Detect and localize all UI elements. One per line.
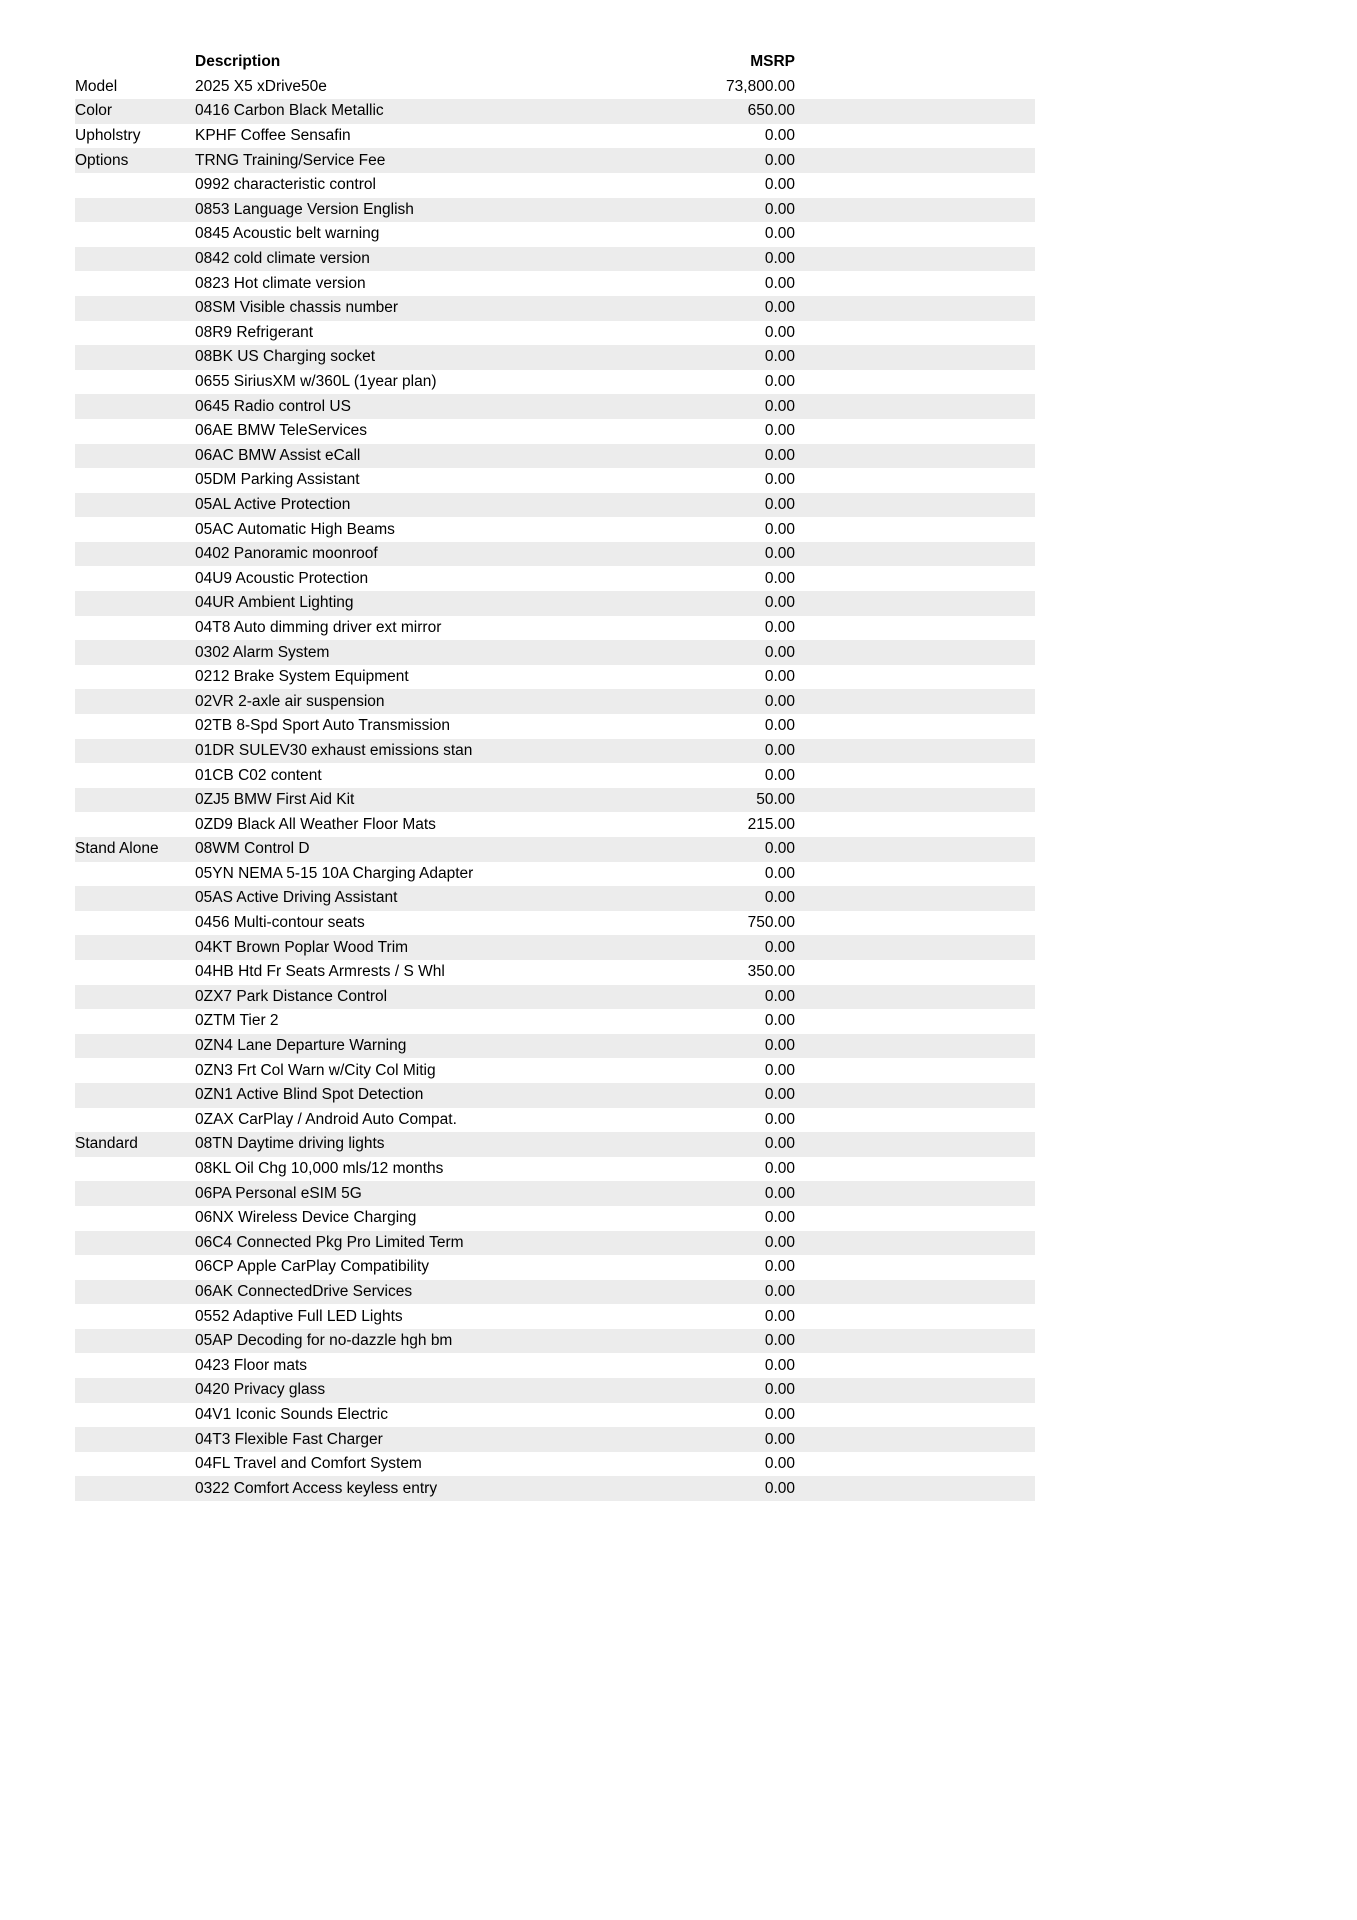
description-cell: 0ZN1 Active Blind Spot Detection [195, 1086, 424, 1104]
description-cell: 04T8 Auto dimming driver ext mirror [195, 618, 442, 636]
category-cell [75, 763, 195, 788]
spacer-cell [795, 99, 1035, 124]
spacer-cell [795, 886, 1035, 911]
table-row [75, 763, 1035, 788]
category-cell [75, 1255, 195, 1280]
spacer-cell [795, 1452, 1035, 1477]
description-cell: 04HB Htd Fr Seats Armrests / S Whl [195, 963, 445, 981]
msrp-cell: 0.00 [764, 1061, 795, 1079]
category-cell [75, 616, 195, 641]
spacer-cell [795, 1034, 1035, 1059]
spacer-cell [795, 665, 1035, 690]
category-cell: Options [75, 151, 129, 169]
table-row [75, 812, 1035, 837]
spacer-cell [795, 714, 1035, 739]
column-header-msrp: MSRP [750, 53, 795, 71]
spacer-cell [795, 1329, 1035, 1354]
description-cell: KPHF Coffee Sensafin [195, 127, 351, 145]
table-row [75, 1476, 1035, 1501]
description-cell: 0302 Alarm System [195, 643, 330, 661]
category-cell [75, 886, 195, 911]
category-cell [75, 271, 195, 296]
category-cell [75, 198, 195, 223]
spacer-cell [795, 1304, 1035, 1329]
table-row [75, 370, 1035, 395]
spacer-cell [795, 1108, 1035, 1133]
msrp-cell: 0.00 [764, 1160, 795, 1178]
category-cell [75, 222, 195, 247]
table-row [75, 321, 1035, 346]
msrp-cell: 0.00 [764, 1307, 795, 1325]
category-cell [75, 1476, 195, 1501]
spacer-cell [795, 960, 1035, 985]
msrp-cell: 0.00 [764, 373, 795, 391]
description-cell: 0992 characteristic control [195, 176, 376, 194]
category-cell [75, 1034, 195, 1059]
table-row [75, 1058, 1035, 1083]
spacer-cell [795, 1255, 1035, 1280]
spacer-cell [795, 1378, 1035, 1403]
description-cell: 04FL Travel and Comfort System [195, 1455, 422, 1473]
description-cell: 0322 Comfort Access keyless entry [195, 1479, 438, 1497]
spacer-cell [795, 1353, 1035, 1378]
description-cell: 01CB C02 content [195, 766, 322, 784]
description-cell: 05AS Active Driving Assistant [195, 889, 398, 907]
msrp-cell: 0.00 [764, 1282, 795, 1300]
spacer-cell [795, 419, 1035, 444]
table-row [75, 345, 1035, 370]
category-cell [75, 1329, 195, 1354]
spacer-cell [795, 985, 1035, 1010]
category-cell [75, 444, 195, 469]
category-cell [75, 960, 195, 985]
msrp-cell: 0.00 [764, 1405, 795, 1423]
table-row [75, 566, 1035, 591]
description-cell: 04KT Brown Poplar Wood Trim [195, 938, 409, 956]
category-cell [75, 1009, 195, 1034]
msrp-cell: 0.00 [764, 1381, 795, 1399]
table-row [75, 247, 1035, 272]
category-cell [75, 591, 195, 616]
category-cell [75, 173, 195, 198]
description-cell: 05AP Decoding for no-dazzle hgh bm [195, 1332, 453, 1350]
description-cell: 06AE BMW TeleServices [195, 422, 367, 440]
msrp-cell: 73,800.00 [726, 77, 795, 95]
description-cell: 0823 Hot climate version [195, 274, 366, 292]
table-row [75, 1280, 1035, 1305]
description-cell: 0655 SiriusXM w/360L (1year plan) [195, 373, 437, 391]
table-row [75, 640, 1035, 665]
table-row [75, 99, 1035, 124]
column-header-description: Description [195, 53, 281, 71]
category-cell [75, 1304, 195, 1329]
msrp-cell: 0.00 [764, 151, 795, 169]
description-cell: 2025 X5 xDrive50e [195, 77, 327, 95]
table-row [75, 935, 1035, 960]
table-row [75, 985, 1035, 1010]
table-row [75, 788, 1035, 813]
category-cell [75, 493, 195, 518]
table-row [75, 394, 1035, 419]
category-cell [75, 419, 195, 444]
spacer-cell [795, 370, 1035, 395]
category-cell [75, 935, 195, 960]
category-cell [75, 1280, 195, 1305]
spacer-cell [795, 124, 1035, 149]
description-cell: 01DR SULEV30 exhaust emissions stan [195, 741, 473, 759]
description-cell: TRNG Training/Service Fee [195, 151, 386, 169]
msrp-cell: 0.00 [764, 176, 795, 194]
description-cell: 06C4 Connected Pkg Pro Limited Term [195, 1233, 464, 1251]
spacer-cell [795, 173, 1035, 198]
description-cell: 05DM Parking Assistant [195, 471, 360, 489]
spacer-cell [795, 566, 1035, 591]
description-cell: 0552 Adaptive Full LED Lights [195, 1307, 403, 1325]
spacer-cell [795, 444, 1035, 469]
category-cell [75, 640, 195, 665]
table-row [75, 198, 1035, 223]
msrp-cell: 0.00 [764, 274, 795, 292]
table-row [75, 739, 1035, 764]
spacer-cell [795, 296, 1035, 321]
spacer-cell [795, 640, 1035, 665]
description-cell: 08BK US Charging socket [195, 348, 376, 366]
table-row [75, 468, 1035, 493]
spacer-cell [795, 788, 1035, 813]
spacer-cell [795, 1083, 1035, 1108]
category-cell [75, 1058, 195, 1083]
table-row [75, 222, 1035, 247]
msrp-cell: 0.00 [764, 668, 795, 686]
table-row [75, 1009, 1035, 1034]
description-cell: 0645 Radio control US [195, 397, 351, 415]
spacer-cell [795, 271, 1035, 296]
category-cell [75, 862, 195, 887]
table-row [75, 1304, 1035, 1329]
spacer-cell [795, 911, 1035, 936]
description-cell: 0ZD9 Black All Weather Floor Mats [195, 815, 436, 833]
msrp-cell: 0.00 [764, 200, 795, 218]
table-row [75, 1034, 1035, 1059]
msrp-cell: 0.00 [764, 471, 795, 489]
table-row [75, 862, 1035, 887]
spacer-cell [795, 198, 1035, 223]
msrp-cell: 0.00 [764, 225, 795, 243]
table-row [75, 911, 1035, 936]
table-row [75, 1083, 1035, 1108]
category-cell [75, 1378, 195, 1403]
category-cell [75, 788, 195, 813]
description-cell: 04T3 Flexible Fast Charger [195, 1430, 383, 1448]
spacer-cell [795, 1009, 1035, 1034]
msrp-cell: 0.00 [764, 717, 795, 735]
msrp-cell: 0.00 [764, 938, 795, 956]
category-cell: Model [75, 77, 118, 95]
msrp-cell: 0.00 [764, 545, 795, 563]
msrp-cell: 650.00 [747, 102, 795, 120]
category-cell [75, 321, 195, 346]
spacer-cell [795, 837, 1035, 862]
description-cell: 0ZN4 Lane Departure Warning [195, 1037, 407, 1055]
msrp-cell: 0.00 [764, 840, 795, 858]
msrp-cell: 0.00 [764, 766, 795, 784]
description-cell: 0ZJ5 BMW First Aid Kit [195, 791, 355, 809]
category-cell: Stand Alone [75, 840, 159, 858]
description-cell: 06PA Personal eSIM 5G [195, 1184, 362, 1202]
description-cell: 08KL Oil Chg 10,000 mls/12 months [195, 1160, 444, 1178]
table-row [75, 124, 1035, 149]
category-cell [75, 812, 195, 837]
table-row [75, 271, 1035, 296]
spacer-cell [795, 1157, 1035, 1182]
msrp-cell: 215.00 [747, 815, 795, 833]
description-cell: 08TN Daytime driving lights [195, 1135, 385, 1153]
msrp-cell: 0.00 [764, 1332, 795, 1350]
table-row [75, 1452, 1035, 1477]
table-row [75, 886, 1035, 911]
description-cell: 0845 Acoustic belt warning [195, 225, 380, 243]
description-cell: 0ZAX CarPlay / Android Auto Compat. [195, 1110, 457, 1128]
msrp-cell: 0.00 [764, 348, 795, 366]
spacer-cell [795, 1403, 1035, 1428]
category-cell [75, 714, 195, 739]
table-row [75, 665, 1035, 690]
table-row [75, 542, 1035, 567]
spacer-cell [795, 542, 1035, 567]
msrp-cell: 0.00 [764, 495, 795, 513]
msrp-cell: 0.00 [764, 1455, 795, 1473]
description-cell: 08SM Visible chassis number [195, 299, 399, 317]
spacer-cell [795, 468, 1035, 493]
category-cell [75, 370, 195, 395]
spacer-cell [795, 1231, 1035, 1256]
table-row [75, 1378, 1035, 1403]
spacer-cell [795, 1206, 1035, 1231]
category-cell [75, 1181, 195, 1206]
category-cell: Standard [75, 1135, 138, 1153]
description-cell: 0ZTM Tier 2 [195, 1012, 279, 1030]
msrp-cell: 0.00 [764, 422, 795, 440]
spacer-cell [795, 493, 1035, 518]
description-cell: 0ZX7 Park Distance Control [195, 987, 388, 1005]
table-row [75, 75, 1035, 100]
msrp-cell: 0.00 [764, 889, 795, 907]
spacer-cell [795, 148, 1035, 173]
category-cell [75, 394, 195, 419]
spacer-cell [795, 1427, 1035, 1452]
table-row [75, 1132, 1035, 1157]
category-cell [75, 1353, 195, 1378]
table-row [75, 296, 1035, 321]
table-row [75, 837, 1035, 862]
description-cell: 06CP Apple CarPlay Compatibility [195, 1258, 430, 1276]
category-cell [75, 1452, 195, 1477]
category-cell [75, 1083, 195, 1108]
spacer-cell [795, 763, 1035, 788]
table-row [75, 689, 1035, 714]
spacer-cell [795, 345, 1035, 370]
spacer-cell [795, 1476, 1035, 1501]
column-header-spacer [795, 50, 1035, 75]
msrp-cell: 0.00 [764, 446, 795, 464]
spacer-cell [795, 222, 1035, 247]
description-cell: 0212 Brake System Equipment [195, 668, 409, 686]
category-cell [75, 1231, 195, 1256]
description-cell: 04U9 Acoustic Protection [195, 569, 369, 587]
description-cell: 08R9 Refrigerant [195, 323, 314, 341]
msrp-cell: 0.00 [764, 864, 795, 882]
msrp-cell: 0.00 [764, 1209, 795, 1227]
description-cell: 0842 cold climate version [195, 250, 370, 268]
table-row [75, 493, 1035, 518]
msrp-cell: 350.00 [747, 963, 795, 981]
table-row [75, 591, 1035, 616]
spacer-cell [795, 75, 1035, 100]
msrp-cell: 0.00 [764, 1135, 795, 1153]
description-cell: 0456 Multi-contour seats [195, 914, 365, 932]
table-row [75, 148, 1035, 173]
spacer-cell [795, 1280, 1035, 1305]
category-cell [75, 911, 195, 936]
table-row [75, 1181, 1035, 1206]
msrp-cell: 0.00 [764, 1258, 795, 1276]
category-cell [75, 517, 195, 542]
category-cell [75, 542, 195, 567]
spacer-cell [795, 1181, 1035, 1206]
msrp-cell: 0.00 [764, 987, 795, 1005]
category-cell [75, 247, 195, 272]
spacer-cell [795, 321, 1035, 346]
table-row [75, 419, 1035, 444]
description-cell: 05YN NEMA 5-15 10A Charging Adapter [195, 864, 474, 882]
spacer-cell [795, 616, 1035, 641]
description-cell: 0416 Carbon Black Metallic [195, 102, 384, 120]
table-row [75, 1427, 1035, 1452]
msrp-cell: 50.00 [756, 791, 795, 809]
table-header-row [75, 50, 1035, 75]
description-cell: 04UR Ambient Lighting [195, 594, 354, 612]
table-row [75, 714, 1035, 739]
description-cell: 05AL Active Protection [195, 495, 351, 513]
category-cell: Upholstry [75, 127, 141, 145]
spacer-cell [795, 862, 1035, 887]
msrp-cell: 0.00 [764, 1012, 795, 1030]
spacer-cell [795, 739, 1035, 764]
category-cell [75, 1157, 195, 1182]
category-cell [75, 1108, 195, 1133]
category-cell [75, 665, 195, 690]
msrp-cell: 0.00 [764, 127, 795, 145]
description-cell: 08WM Control D [195, 840, 310, 858]
spacer-cell [795, 517, 1035, 542]
description-cell: 04V1 Iconic Sounds Electric [195, 1405, 388, 1423]
description-cell: 0ZN3 Frt Col Warn w/City Col Mitig [195, 1061, 436, 1079]
table-row [75, 444, 1035, 469]
table-row [75, 1403, 1035, 1428]
description-cell: 02VR 2-axle air suspension [195, 692, 385, 710]
vehicle-pricing-table [75, 50, 1035, 1501]
msrp-cell: 0.00 [764, 1430, 795, 1448]
spacer-cell [795, 591, 1035, 616]
description-cell: 02TB 8-Spd Sport Auto Transmission [195, 717, 451, 735]
table-row [75, 1157, 1035, 1182]
msrp-cell: 0.00 [764, 643, 795, 661]
msrp-cell: 0.00 [764, 1184, 795, 1202]
description-cell: 06AK ConnectedDrive Services [195, 1282, 413, 1300]
table-row [75, 517, 1035, 542]
msrp-cell: 0.00 [764, 594, 795, 612]
category-cell [75, 985, 195, 1010]
category-cell [75, 1427, 195, 1452]
description-cell: 0423 Floor mats [195, 1356, 307, 1374]
table-row [75, 1231, 1035, 1256]
spacer-cell [795, 935, 1035, 960]
category-cell [75, 1403, 195, 1428]
msrp-cell: 750.00 [747, 914, 795, 932]
spacer-cell [795, 247, 1035, 272]
spacer-cell [795, 689, 1035, 714]
category-cell [75, 689, 195, 714]
msrp-cell: 0.00 [764, 569, 795, 587]
category-cell [75, 468, 195, 493]
spacer-cell [795, 394, 1035, 419]
column-header-category [75, 50, 195, 75]
description-cell: 05AC Automatic High Beams [195, 520, 395, 538]
description-cell: 0402 Panoramic moonroof [195, 545, 378, 563]
spacer-cell [795, 1058, 1035, 1083]
msrp-cell: 0.00 [764, 1356, 795, 1374]
msrp-cell: 0.00 [764, 741, 795, 759]
spacer-cell [795, 812, 1035, 837]
msrp-cell: 0.00 [764, 250, 795, 268]
category-cell [75, 566, 195, 591]
category-cell [75, 345, 195, 370]
table-row [75, 1206, 1035, 1231]
msrp-cell: 0.00 [764, 1479, 795, 1497]
table-row [75, 1108, 1035, 1133]
msrp-cell: 0.00 [764, 618, 795, 636]
table-body [75, 75, 1035, 1501]
table-row [75, 960, 1035, 985]
category-cell: Color [75, 102, 113, 120]
spacer-cell [795, 1132, 1035, 1157]
msrp-cell: 0.00 [764, 397, 795, 415]
table-row [75, 616, 1035, 641]
msrp-cell: 0.00 [764, 1037, 795, 1055]
category-cell [75, 1206, 195, 1231]
msrp-cell: 0.00 [764, 299, 795, 317]
msrp-cell: 0.00 [764, 1233, 795, 1251]
table-row [75, 173, 1035, 198]
description-cell: 0420 Privacy glass [195, 1381, 326, 1399]
msrp-cell: 0.00 [764, 692, 795, 710]
category-cell [75, 296, 195, 321]
table-row [75, 1255, 1035, 1280]
msrp-cell: 0.00 [764, 1110, 795, 1128]
description-cell: 06NX Wireless Device Charging [195, 1209, 417, 1227]
table-row [75, 1353, 1035, 1378]
description-cell: 0853 Language Version English [195, 200, 414, 218]
description-cell: 06AC BMW Assist eCall [195, 446, 361, 464]
msrp-cell: 0.00 [764, 1086, 795, 1104]
msrp-cell: 0.00 [764, 520, 795, 538]
category-cell [75, 739, 195, 764]
table-row [75, 1329, 1035, 1354]
msrp-cell: 0.00 [764, 323, 795, 341]
